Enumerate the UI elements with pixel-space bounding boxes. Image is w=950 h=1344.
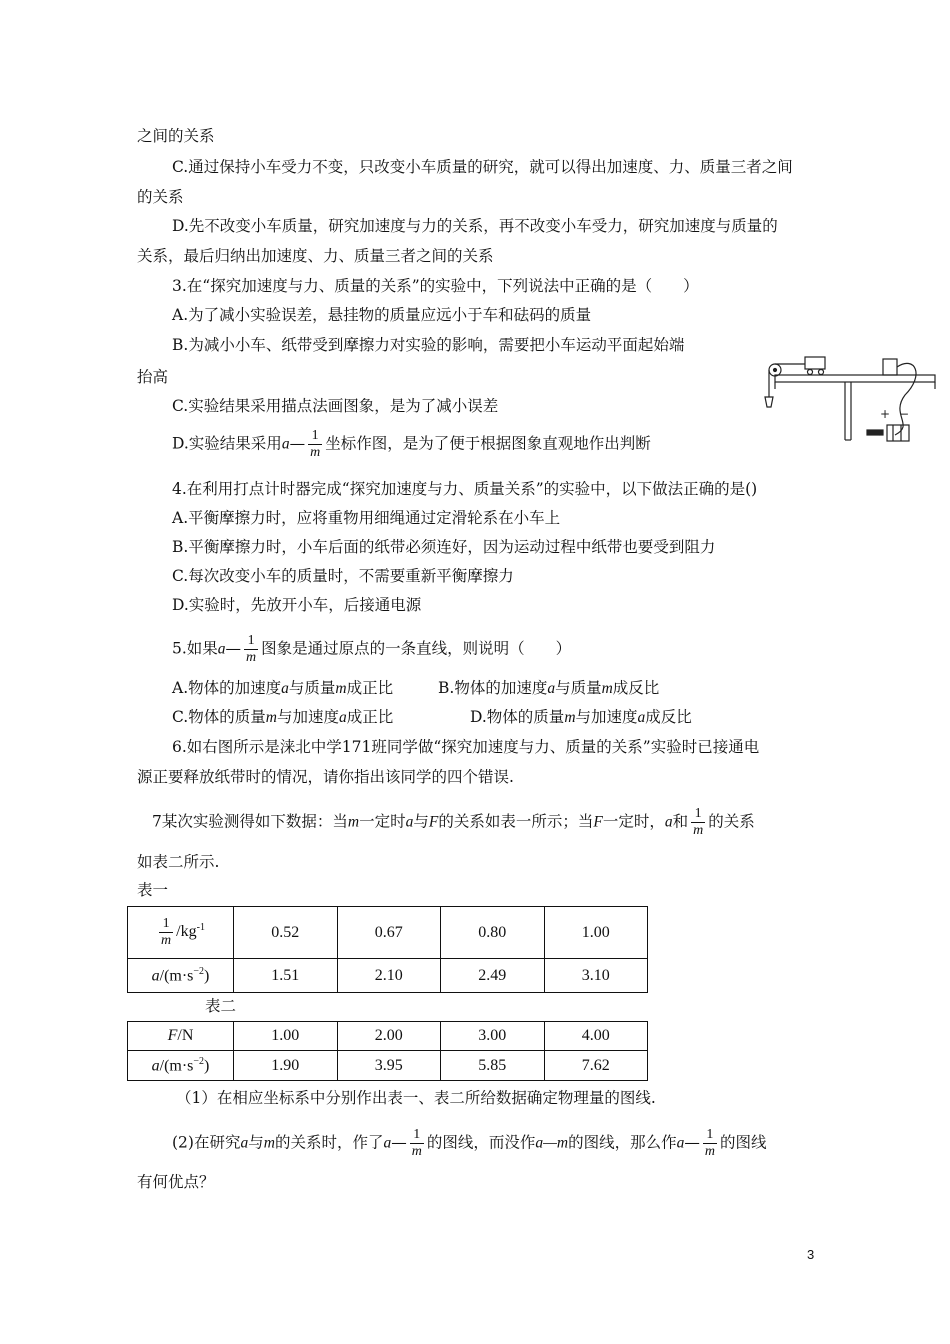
table-cell: 3.95: [337, 1051, 441, 1081]
table-cell: 3.10: [544, 959, 648, 993]
table-cell: 7.62: [544, 1051, 648, 1081]
q3-option-a: A.为了减小实验误差，悬挂物的质量应远小于车和砝码的质量: [172, 306, 592, 324]
table-cell: 1.51: [234, 959, 338, 993]
table-2-label: 表二: [205, 997, 237, 1015]
table-cell: 4.00: [544, 1022, 648, 1051]
q5-option-b: B.物体的加速度a与质量m成反比: [438, 679, 660, 697]
q4-option-d: D.实验时，先放开小车，后接通电源: [172, 596, 422, 614]
q4-option-c: C.每次改变小车的质量时，不需要重新平衡摩擦力: [172, 567, 514, 585]
text-line: 源正要释放纸带时的情况，请你指出该同学的四个错误.: [137, 768, 514, 786]
experiment-apparatus-figure: [755, 345, 940, 450]
text-line: 抬高: [137, 368, 169, 386]
text-line: 如表二所示.: [137, 853, 220, 871]
page-number: 3: [807, 1247, 815, 1262]
fraction-1-over-m: $\frac{1}{m}$: [246, 633, 257, 665]
table-cell: 5.85: [441, 1051, 545, 1081]
table-cell: 3.00: [441, 1022, 545, 1051]
fraction-1-over-m: $\frac{1}{m}$: [411, 1127, 422, 1159]
table-cell: 0.67: [337, 907, 441, 959]
table-cell: 1.00: [234, 1022, 338, 1051]
table-header-cell: $\frac{1}{m}$ $/kg^{-1}$: [128, 907, 234, 959]
fraction-1-over-m: $\frac{1}{m}$: [310, 428, 321, 460]
question-6: 6.如右图所示是涞北中学171班同学做“探究加速度与力、质量的关系”实验时已接通电: [172, 738, 760, 756]
table-cell: 2.10: [337, 959, 441, 993]
table-header-cell: $a/(m\cdot s^{-2})$: [128, 959, 234, 993]
text-line: 的关系: [137, 188, 184, 206]
option-c: C.通过保持小车受力不变，只改变小车质量的研究，就可以得出加速度、力、质量三者之间: [172, 158, 793, 176]
question-4: 4.在利用打点计时器完成“探究加速度与力、质量关系”的实验中，以下做法正确的是(): [172, 480, 758, 498]
fraction-1-over-m: $\frac{1}{m}$: [693, 806, 704, 838]
text-line: 有何优点？: [137, 1173, 215, 1191]
svg-text:+: +: [880, 407, 891, 421]
q4-option-b: B.平衡摩擦力时，小车后面的纸带必须连好，因为运动过程中纸带也要受到阻力: [172, 538, 716, 556]
table-cell: 2.00: [337, 1022, 441, 1051]
text-line: 关系，最后归纳出加速度、力、质量三者之间的关系: [137, 247, 494, 265]
table-row: [128, 907, 648, 959]
q3-option-b: B.为减小小车、纸带受到摩擦力对实验的影响，需要把小车运动平面起始端: [172, 336, 685, 354]
question-3: 3.在“探究加速度与力、质量的关系”的实验中，下列说法中正确的是（ ）: [172, 277, 699, 295]
q3-option-d: D.实验结果采用a— $\frac{1}{m}$ 坐标作图，是为了便于根据图象直观地作出判断: [172, 428, 651, 460]
table-row: [128, 1051, 648, 1081]
table-cell: 0.80: [441, 907, 545, 959]
q5-option-d: D.物体的质量m与加速度a成反比: [470, 708, 692, 726]
svg-text:−: −: [899, 407, 910, 421]
table-cell: 2.49: [441, 959, 545, 993]
table-row: [128, 1022, 648, 1051]
question-5: 5.如果a— $\frac{1}{m}$ 图象是通过原点的一条直线，则说明（ ）: [172, 633, 572, 665]
part-2: (2)在研究a与m的关系时，作了a— $\frac{1}{m}$ 的图线，而没作a—m的图线，那么作a— $\frac{1}{m}$ 的图线: [172, 1127, 767, 1159]
table-1-label: 表一: [137, 881, 169, 899]
q3-option-c: C.实验结果采用描点法画图象，是为了减小误差: [172, 397, 499, 415]
q4-option-a: A.平衡摩擦力时，应将重物用细绳通过定滑轮系在小车上: [172, 509, 561, 527]
table-header-cell: F/N: [128, 1022, 234, 1051]
part-1: （1）在相应坐标系中分别作出表一、表二所给数据确定物理量的图线.: [176, 1089, 656, 1107]
table-1: [127, 906, 648, 993]
table-cell: 1.00: [544, 907, 648, 959]
table-row: [128, 959, 648, 993]
table-cell: 0.52: [234, 907, 338, 959]
q5-option-a: A.物体的加速度a与质量m成正比: [172, 679, 394, 697]
q5-option-c: C.物体的质量m与加速度a成正比: [172, 708, 394, 726]
table-2: [127, 1021, 648, 1081]
question-7: 7某次实验测得如下数据：当m一定时a与F的关系如表一所示；当F一定时，a和 $\frac{1}{m}$ 的关系: [152, 806, 755, 838]
table-header-cell: $a/(m\cdot s^{-2})$: [128, 1051, 234, 1081]
fraction-1-over-m: $\frac{1}{m}$: [161, 916, 172, 948]
fraction-1-over-m: $\frac{1}{m}$: [704, 1127, 715, 1159]
option-d: D.先不改变小车质量，研究加速度与力的关系，再不改变小车受力，研究加速度与质量的: [172, 217, 778, 235]
text-line: 之间的关系: [137, 127, 215, 145]
table-cell: 1.90: [234, 1051, 338, 1081]
